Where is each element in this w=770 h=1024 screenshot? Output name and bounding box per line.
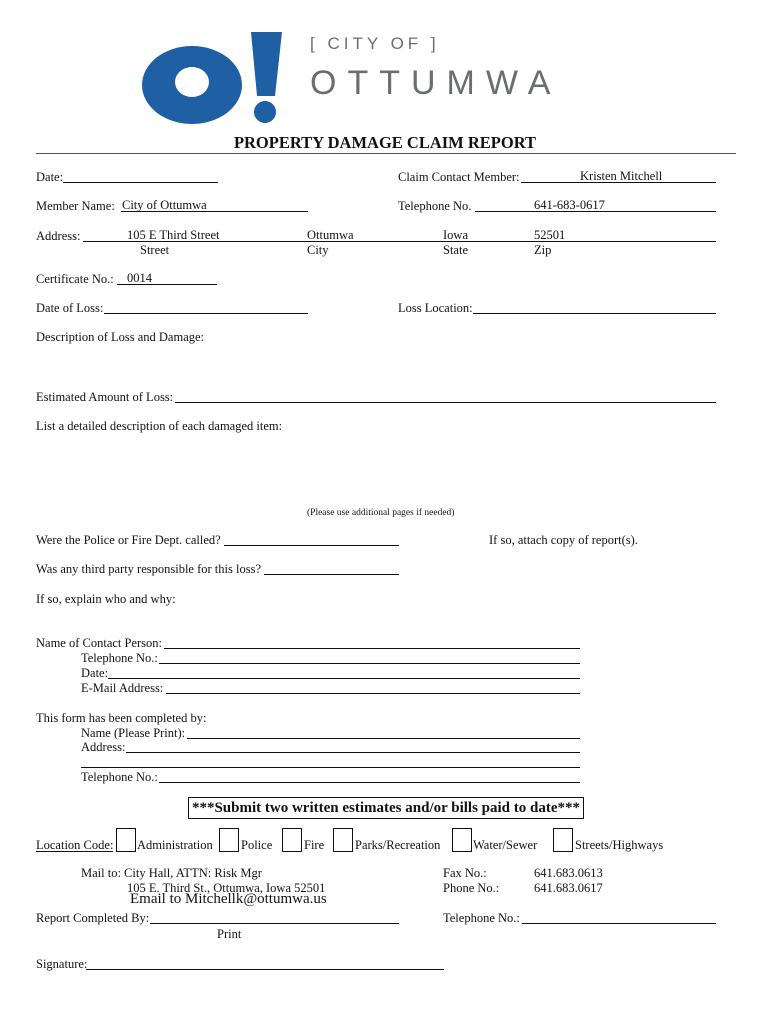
certificate-label: Certificate No.: bbox=[36, 272, 114, 286]
city-caption: City bbox=[307, 243, 329, 257]
logo-exclamation-mark bbox=[248, 32, 282, 124]
checkbox-administration[interactable] bbox=[116, 828, 136, 852]
member-name-value: City of Ottumwa bbox=[122, 198, 207, 212]
location-code-underline bbox=[36, 851, 113, 852]
option-fire: Fire bbox=[304, 838, 325, 852]
checkbox-streets-highways[interactable] bbox=[553, 828, 573, 852]
checkbox-water-sewer[interactable] bbox=[452, 828, 472, 852]
option-parks-recreation: Parks/Recreation bbox=[355, 838, 441, 852]
fax-value: 641.683.0613 bbox=[534, 866, 603, 880]
mail-line2: 105 E. Third St., Ottumwa, Iowa 52501 bbox=[127, 881, 326, 895]
additional-pages-note: (Please use additional pages if needed) bbox=[307, 508, 455, 518]
date-label: Date: bbox=[36, 170, 64, 184]
completed-by-name-label: Name (Please Print): bbox=[81, 726, 186, 740]
claim-contact-label: Claim Contact Member: bbox=[398, 170, 520, 184]
contact-date-field[interactable] bbox=[108, 678, 580, 679]
street-value: 105 E Third Street bbox=[127, 228, 220, 242]
print-caption: Print bbox=[217, 927, 242, 941]
telephone-label: Telephone No. bbox=[398, 199, 472, 213]
report-completed-by-label: Report Completed By: bbox=[36, 911, 150, 925]
option-administration: Administration bbox=[137, 838, 213, 852]
member-name-label: Member Name: bbox=[36, 199, 115, 213]
checkbox-police[interactable] bbox=[219, 828, 239, 852]
checkbox-fire[interactable] bbox=[282, 828, 302, 852]
form-title: PROPERTY DAMAGE CLAIM REPORT bbox=[233, 133, 537, 152]
address-label: Address: bbox=[36, 229, 81, 243]
third-party-field[interactable] bbox=[264, 574, 399, 575]
contact-telephone-field[interactable] bbox=[159, 663, 580, 664]
list-items-label: List a detailed description of each damaged item: bbox=[36, 419, 283, 433]
completed-by-name-field[interactable] bbox=[187, 738, 580, 739]
phone-value: 641.683.0617 bbox=[534, 881, 603, 895]
option-streets-highways: Streets/Highways bbox=[575, 838, 664, 852]
estimated-amount-label: Estimated Amount of Loss: bbox=[36, 390, 174, 404]
footer-telephone-label: Telephone No.: bbox=[443, 911, 520, 925]
completed-by-telephone-label: Telephone No.: bbox=[81, 770, 158, 784]
email-line[interactable]: Email to Mitchellk@ottumwa.us bbox=[130, 891, 327, 907]
explain-label: If so, explain who and why: bbox=[36, 592, 176, 606]
logo-city-of: [ CITY OF ] bbox=[310, 34, 440, 53]
logo-o-mark bbox=[140, 44, 244, 126]
location-code-label: Location Code: bbox=[36, 838, 114, 852]
loss-location-label: Loss Location: bbox=[398, 301, 473, 315]
completed-by-heading: This form has been completed by: bbox=[36, 711, 207, 725]
completed-by-address-field[interactable] bbox=[126, 752, 580, 753]
certificate-value: 0014 bbox=[127, 271, 152, 285]
description-label: Description of Loss and Damage: bbox=[36, 330, 205, 344]
contact-email-label: E-Mail Address: bbox=[81, 681, 164, 695]
signature-label: Signature: bbox=[36, 957, 88, 971]
loss-location-field[interactable] bbox=[473, 313, 716, 314]
report-completed-by-field[interactable] bbox=[150, 923, 399, 924]
contact-name-label: Name of Contact Person: bbox=[36, 636, 163, 650]
city-value: Ottumwa bbox=[307, 228, 354, 242]
checkbox-parks-recreation[interactable] bbox=[333, 828, 353, 852]
state-caption: State bbox=[443, 243, 468, 257]
completed-by-address-line2[interactable] bbox=[81, 767, 580, 768]
attach-report-label: If so, attach copy of report(s). bbox=[489, 533, 638, 547]
option-police: Police bbox=[241, 838, 273, 852]
date-of-loss-label: Date of Loss: bbox=[36, 301, 104, 315]
street-caption: Street bbox=[140, 243, 170, 257]
logo-ottumwa: OTTUMWA bbox=[310, 64, 562, 102]
police-called-field[interactable] bbox=[224, 545, 399, 546]
police-called-label: Were the Police or Fire Dept. called? bbox=[36, 533, 221, 547]
contact-date-label: Date: bbox=[81, 666, 109, 680]
telephone-value: 641-683-0617 bbox=[534, 198, 605, 212]
option-water-sewer: Water/Sewer bbox=[473, 838, 538, 852]
mail-line1: Mail to: City Hall, ATTN: Risk Mgr bbox=[81, 866, 262, 880]
footer-telephone-field[interactable] bbox=[522, 923, 716, 924]
title-divider bbox=[36, 153, 736, 154]
signature-field[interactable] bbox=[86, 969, 444, 970]
date-field[interactable] bbox=[63, 182, 218, 183]
claim-contact-value: Kristen Mitchell bbox=[580, 169, 663, 183]
contact-name-field[interactable] bbox=[164, 648, 580, 649]
estimated-amount-field[interactable] bbox=[175, 402, 716, 403]
city-logo bbox=[138, 28, 608, 118]
completed-by-telephone-field[interactable] bbox=[159, 782, 580, 783]
completed-by-address-label: Address: bbox=[81, 740, 126, 754]
third-party-label: Was any third party responsible for this loss? bbox=[36, 562, 261, 576]
phone-label: Phone No.: bbox=[443, 881, 500, 895]
date-of-loss-field[interactable] bbox=[104, 313, 308, 314]
submit-notice: ***Submit two written estimates and/or bills paid to date*** bbox=[188, 797, 584, 819]
zip-value: 52501 bbox=[534, 228, 566, 242]
state-value: Iowa bbox=[443, 228, 468, 242]
zip-caption: Zip bbox=[534, 243, 552, 257]
fax-label: Fax No.: bbox=[443, 866, 487, 880]
contact-telephone-label: Telephone No.: bbox=[81, 651, 158, 665]
contact-email-field[interactable] bbox=[166, 693, 580, 694]
